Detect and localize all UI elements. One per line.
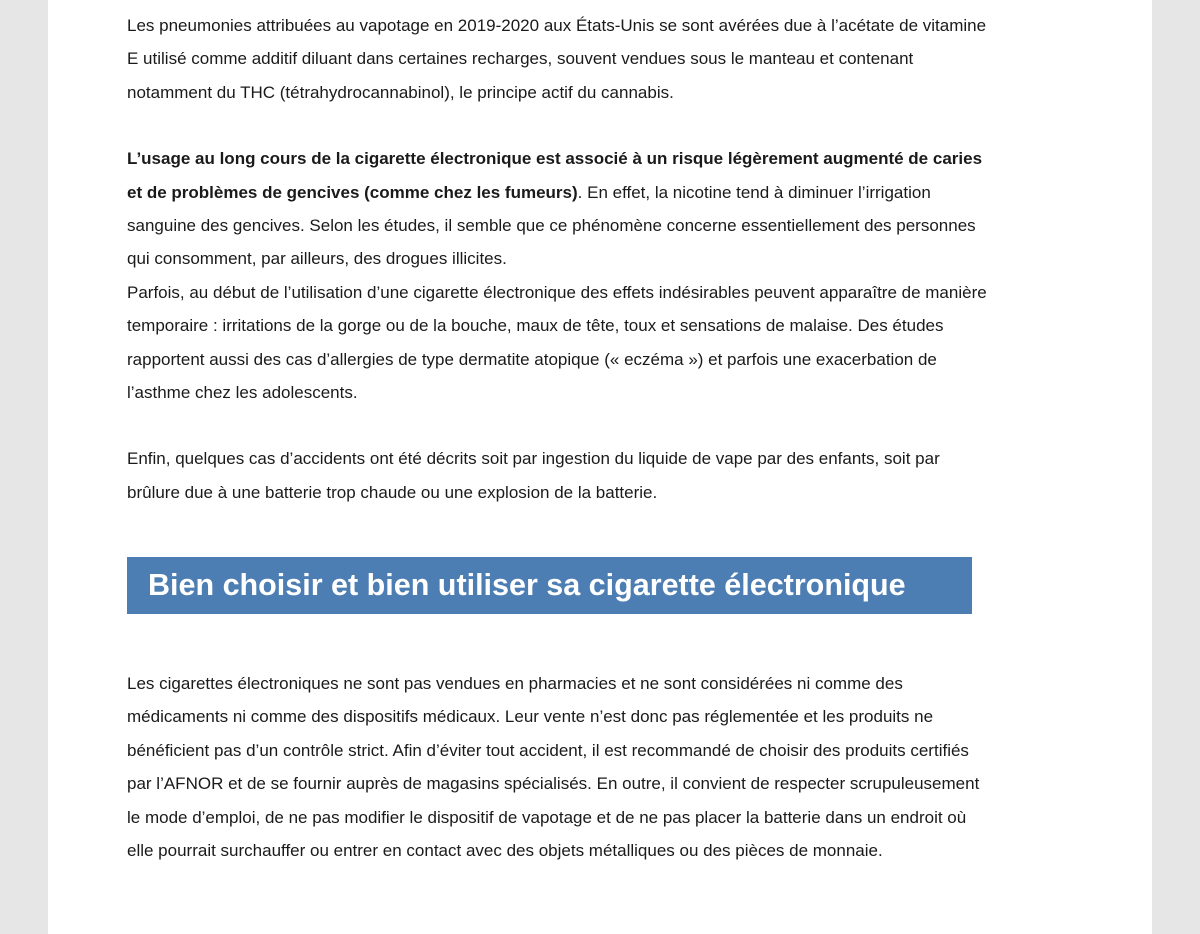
section-heading: Bien choisir et bien utiliser sa cigarette électronique (148, 568, 906, 602)
paragraph-long-term-use (127, 142, 987, 276)
article-body-top (127, 9, 987, 509)
paragraph-long-term-use-highlight: L’usage au long cours de la cigarette électronique est associé à un risque légèrement augmenté de caries et de problèmes de gencives (comme chez les fumeurs) (127, 149, 983, 202)
paragraph-vaping-pneumonia: Les pneumonies attribuées au vapotage en 2019-2020 aux États-Unis se sont avérées due à l’acétate de vitamine E utilisé comme additif diluant dans certaines recharges, souvent vendues sous le manteau et contenant notamment du THC (tétrahydrocannabinol), le principe actif du cannabis. (127, 16, 987, 102)
section-heading-banner (127, 557, 972, 614)
paragraph-regulation: Les cigarettes électroniques ne sont pas vendues en pharmacies et ne sont considérées ni comme des médicaments ni comme des dispositifs médicaux. Leur vente n’est donc pas réglementée et les produits ne bénéficient pas d’un contrôle strict. Afin d’éviter tout accident, il est recommandé de choisir des produits certifiés par l’AFNOR et de se fournir auprès de magasins spécialisés. En outre, il convient de respecter scrupuleusement le mode d’emploi, de ne pas modifier le dispositif de vapotage et de ne pas placer la batterie dans un endroit où elle pourrait surchauffer ou entrer en contact avec des objets métalliques ou des pièces de monnaie. (127, 674, 980, 861)
paragraph-gap (127, 109, 987, 142)
paragraph-gap (127, 409, 987, 442)
paragraph-side-effects: Parfois, au début de l’utilisation d’une cigarette électronique des effets indésirables peuvent apparaître de manière temporaire : irritations de la gorge ou de la bouche, maux de tête, toux et sensations de malaise. Des études rapportent aussi des cas d’allergies de type dermatite atopique (« eczéma ») et parfois une exacerbation de l’asthme chez les adolescents. (127, 282, 987, 403)
paragraph-long-term-use-text: . En effet, la nicotine tend à diminuer l’irrigation sanguine des gencives. Selon les études, il semble que ce phénomène concerne essentiellement des personnes qui consomment, par ailleurs, des drogues illicites. (127, 182, 976, 269)
paragraph-accidents: Enfin, quelques cas d’accidents ont été décrits soit par ingestion du liquide de vape par des enfants, soit par brûlure due à une batterie trop chaude ou une explosion de la batterie. (127, 449, 940, 502)
article-body-bottom (127, 667, 987, 867)
